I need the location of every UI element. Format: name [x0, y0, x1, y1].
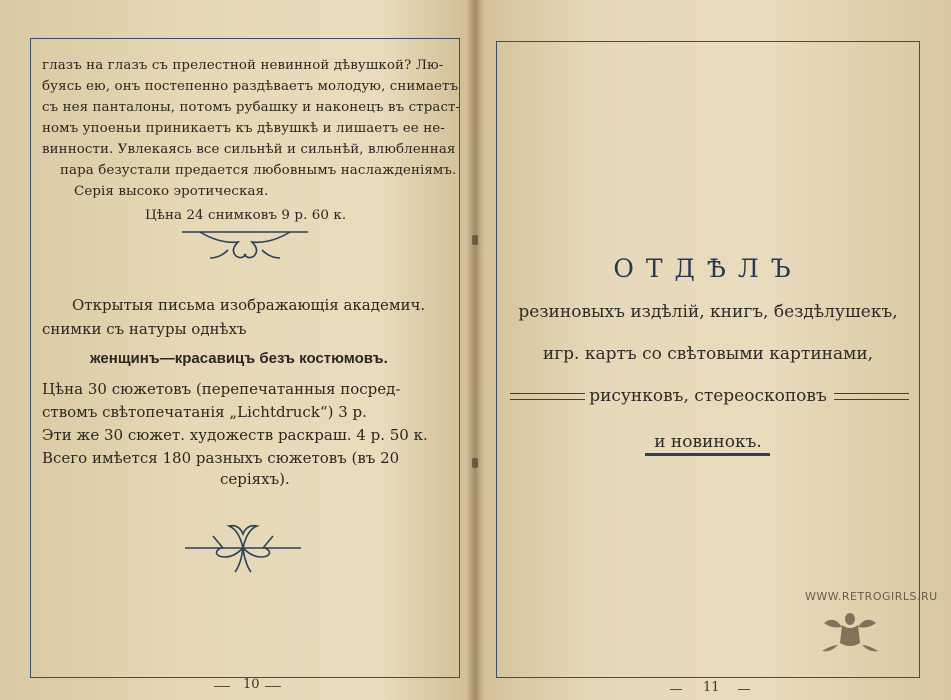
right-line-3: рисунковъ, стереоскоповъ	[589, 386, 827, 406]
right-line-1: резиновыхъ издѣлій, книгъ, бездѣлушекъ,	[518, 302, 898, 322]
left-p1-line-6: пара безустали предается любовнымъ наслажденіямъ.	[60, 163, 457, 178]
left-p3-line-3: Эти же 30 сюжет. художеств раскраш. 4 р. 50 к.	[42, 426, 428, 444]
ornament-bottom	[183, 520, 303, 580]
ornament-top	[180, 228, 310, 264]
left-p3-line-5: серіяхъ).	[220, 470, 290, 488]
double-rule-right	[834, 393, 909, 400]
watermark-ornament-icon	[820, 605, 880, 655]
left-p2-line-2: снимки съ натуры однѣхъ	[42, 320, 247, 338]
left-p3-line-2: ствомъ свѣтопечатанія „Lichtdruck“) 3 р.	[42, 403, 367, 421]
right-page-dash-left	[670, 689, 682, 690]
center-fold	[468, 0, 482, 700]
left-page-dash-right	[265, 686, 281, 687]
left-p1-line-1: глазъ на глазъ съ прелестной невинной дѣвушкой? Лю-	[42, 58, 444, 73]
left-p2-line-1: Открытыя письма изображающія академич.	[72, 296, 426, 314]
right-underline	[645, 453, 770, 456]
staple-bottom	[472, 458, 478, 468]
left-heading: женщинъ—красавицъ безъ костюмовъ.	[90, 350, 388, 367]
left-page-number: 10	[243, 677, 260, 692]
right-title: ОТДѢЛЪ	[613, 254, 803, 283]
staple-top	[472, 235, 478, 245]
right-line-4: и новинокъ.	[654, 432, 762, 452]
left-price-1: Цѣна 24 снимковъ 9 р. 60 к.	[145, 208, 347, 223]
watermark-text: WWW.RETROGIRLS.RU	[805, 590, 938, 603]
left-p3-line-4: Всего имѣется 180 разныхъ сюжетовъ (въ 20	[42, 449, 400, 467]
right-page-dash-right	[738, 689, 750, 690]
left-p1-line-5: винности. Увлекаясь все сильнѣй и сильнѣй, влюбленная	[42, 142, 456, 157]
right-page-number: 11	[703, 680, 720, 695]
left-p3-line-1: Цѣна 30 сюжетовъ (перепечатанныя посред-	[42, 380, 401, 398]
left-p1-line-4: номъ упоеньи приникаетъ къ дѣвушкѣ и лишаетъ ее не-	[42, 121, 445, 136]
left-p1-line-7: Серія высоко эротическая.	[74, 184, 269, 199]
right-line-2: игр. картъ со свѣтовыми картинами,	[542, 344, 874, 364]
left-page-dash-left	[214, 686, 230, 687]
left-p1-line-3: съ нея панталоны, потомъ рубашку и наконецъ въ страст-	[42, 100, 461, 115]
left-p1-line-2: буясь ею, онъ постепенно раздѣваетъ молодую, снимаетъ	[42, 79, 459, 94]
